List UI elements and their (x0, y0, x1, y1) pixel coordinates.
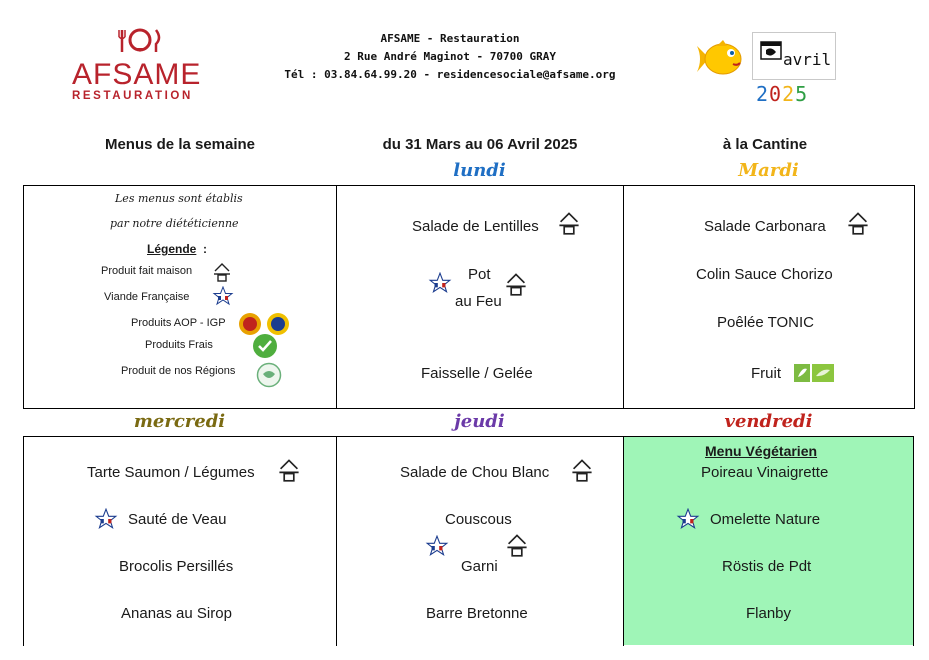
logo-brand: AFSAME (72, 58, 202, 91)
house-icon (212, 262, 232, 282)
day-vendredi: vendredi (724, 411, 813, 432)
address-line-2: 2 Rue André Maginot - 70700 GRAY (344, 50, 556, 63)
heading-center: du 31 Mars au 06 Avril 2025 (382, 136, 578, 153)
legend-item-aop: Produits AOP - IGP (131, 317, 226, 329)
french-meat-icon (428, 272, 452, 294)
french-meat-icon (425, 535, 449, 557)
organic-icon (794, 364, 834, 382)
mercredi-accompagnement: Brocolis Persillés (119, 558, 234, 575)
heading-left: Menus de la semaine (104, 136, 256, 153)
region-icon (256, 362, 282, 388)
legend-item-region: Produit de nos Régions (121, 365, 236, 377)
vendredi-title: Menu Végétarien (705, 443, 818, 459)
mercredi-dessert: Ananas au Sirop (121, 605, 232, 622)
mercredi-plat: Sauté de Veau (128, 511, 227, 528)
french-meat-icon (212, 286, 234, 306)
address-line-1: AFSAME - Restauration (380, 32, 520, 45)
address-line-3: Tél : 03.84.64.99.20 - residencesociale@afsame.org (284, 68, 616, 81)
legend-title: Légende (147, 242, 197, 256)
mercredi-entree: Tarte Saumon / Légumes (87, 464, 255, 481)
legend-item-homemade: Produit fait maison (101, 265, 193, 277)
legend-item-fresh: Produits Frais (145, 339, 213, 351)
vendredi-plat: Omelette Nature (710, 511, 821, 528)
mardi-entree: Salade Carbonara (704, 218, 826, 235)
vendredi-dessert: Flanby (746, 605, 792, 622)
year-digit-2: 0 (769, 82, 783, 106)
calendar-icon (760, 40, 782, 60)
heading-right: à la Cantine (722, 136, 808, 153)
table-bottom-divider-1 (336, 436, 337, 646)
lundi-plat-2: au Feu (455, 293, 502, 310)
day-lundi: lundi (453, 160, 506, 181)
table-bottom-right-border (913, 436, 914, 646)
lundi-dessert: Faisselle / Gelée (421, 365, 533, 382)
month-label: avril (783, 50, 832, 69)
house-icon (846, 211, 870, 235)
jeudi-plat-1: Couscous (445, 511, 512, 528)
jeudi-dessert: Barre Bretonne (426, 605, 528, 622)
year-label (756, 82, 808, 106)
year-digit-3: 2 (782, 82, 796, 106)
house-icon (557, 211, 581, 235)
legend-intro-1: Les menus sont établis (115, 192, 243, 205)
vendredi-entree: Poireau Vinaigrette (701, 464, 829, 481)
house-icon (504, 272, 528, 296)
year-digit-4: 5 (795, 82, 809, 106)
year-digit-1: 2 (756, 82, 770, 106)
mardi-dessert: Fruit (751, 365, 781, 382)
mardi-plat: Colin Sauce Chorizo (696, 266, 833, 283)
fresh-icon (252, 333, 278, 359)
day-mardi: Mardi (738, 160, 799, 181)
house-icon (505, 533, 529, 557)
house-icon (277, 458, 301, 482)
french-meat-icon (94, 508, 118, 530)
fish-icon (693, 38, 745, 80)
jeudi-plat-2: Garni (461, 558, 498, 575)
mardi-accompagnement: Poêlée TONIC (717, 314, 814, 331)
day-mercredi: mercredi (133, 411, 226, 432)
table-bottom-divider-2 (623, 436, 624, 646)
day-jeudi: jeudi (454, 411, 505, 432)
french-meat-icon (676, 508, 700, 530)
logo-subtitle: RESTAURATION (72, 90, 193, 102)
legend-colon: : (203, 242, 207, 256)
lundi-entree: Salade de Lentilles (412, 218, 539, 235)
lundi-plat-1: Pot (468, 266, 491, 283)
house-icon (570, 458, 594, 482)
table-bottom-left-border (23, 436, 24, 646)
legend-intro-2: par notre diététicienne (110, 217, 239, 230)
vendredi-accompagnement: Röstis de Pdt (722, 558, 812, 575)
table-bottom-top-border (23, 436, 914, 437)
jeudi-entree: Salade de Chou Blanc (400, 464, 550, 481)
legend-item-french-meat: Viande Française (104, 291, 190, 303)
logo-icon (118, 26, 162, 56)
